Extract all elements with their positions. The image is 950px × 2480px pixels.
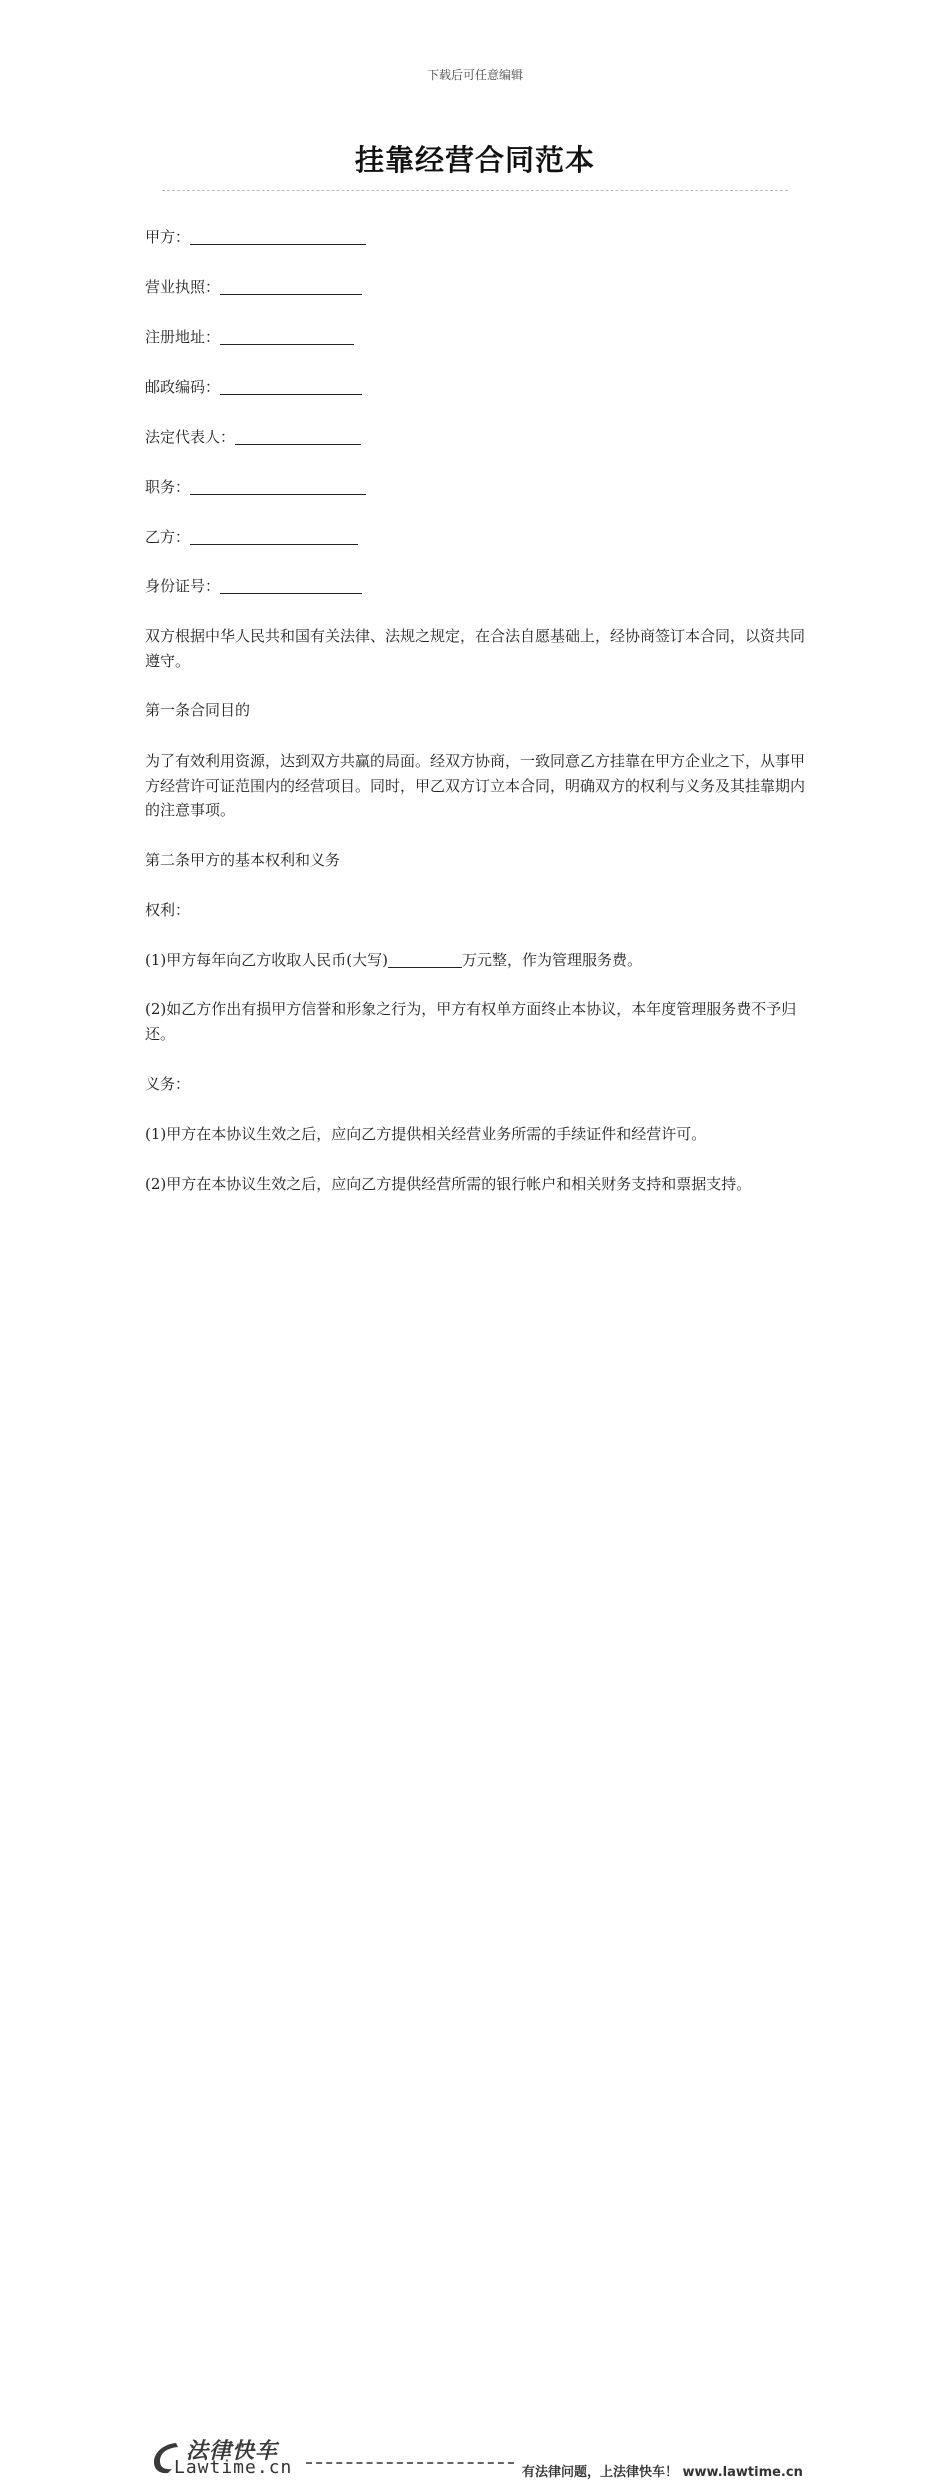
article-1-body: 为了有效利用资源，达到双方共赢的局面。经双方协商，一致同意乙方挂靠在甲方企业之下，从事甲方经营许可证范围内的经营项目。同时，甲乙双方订立本合同，明确双方的权利与义务及其挂靠期内的注意事项。 — [145, 752, 806, 819]
field-party-b — [145, 525, 358, 549]
fill-blank — [220, 278, 362, 295]
right-1-text: (1)甲方每年向乙方收取人民币(大写) — [145, 951, 388, 969]
footer-banner — [0, 1214, 950, 2480]
fill-blank — [220, 328, 354, 345]
article-1-heading: 第一条合同目的 — [145, 701, 251, 719]
fill-blank — [220, 577, 362, 594]
fill-blank — [388, 951, 462, 968]
right-1-suffix: 万元整，作为管理服务费。 — [461, 951, 642, 969]
fill-blank — [190, 228, 366, 245]
field-label: 乙方： — [145, 528, 191, 546]
logo-english-text: Lawtime.cn — [174, 2457, 293, 2478]
field-id-number — [145, 574, 362, 598]
field-position — [145, 475, 366, 499]
field-label: 甲方： — [145, 228, 191, 246]
field-label: 职务： — [145, 478, 191, 496]
duties-label: 义务： — [145, 1075, 191, 1093]
right-item-1 — [145, 948, 642, 972]
footer-dashed-line — [306, 2462, 514, 2464]
field-registered-address — [145, 325, 354, 349]
article-2-heading: 第二条甲方的基本权利和义务 — [145, 851, 341, 869]
field-label: 注册地址： — [145, 328, 221, 346]
fill-blank — [235, 428, 361, 445]
fill-blank — [220, 378, 362, 395]
logo-chinese-text: 法律快车 — [186, 2439, 279, 2464]
document-title: 挂靠经营合同范本 — [354, 143, 595, 177]
field-legal-representative — [145, 425, 361, 449]
footer-slogan: 有法律问题，上法律快车！ www.lawtime.cn — [522, 2465, 803, 2480]
fill-blank — [190, 478, 366, 495]
field-label: 邮政编码： — [145, 378, 221, 396]
header-note: 下载后可任意编辑 — [426, 68, 523, 82]
fill-blank — [190, 528, 358, 545]
duty-item-1: (1)甲方在本协议生效之后，应向乙方提供相关经营业务所需的手续证件和经营许可。 — [145, 1125, 707, 1143]
field-business-license — [145, 275, 362, 299]
field-postal-code — [145, 375, 362, 399]
right-item-2: (2)如乙方作出有损甲方信誉和形象之行为，甲方有权单方面终止本协议，本年度管理服务费不予归还。 — [145, 1000, 797, 1043]
field-label: 营业执照： — [145, 278, 221, 296]
duty-item-2: (2)甲方在本协议生效之后，应向乙方提供经营所需的银行帐户和相关财务支持和票据支持。 — [145, 1175, 752, 1193]
intro-paragraph: 双方根据中华人民共和国有关法律、法规之规定，在合法自愿基础上，经协商签订本合同，以资共同遵守。 — [145, 627, 806, 670]
field-label: 身份证号： — [145, 577, 221, 595]
field-party-a — [145, 225, 366, 249]
field-label: 法定代表人： — [145, 428, 236, 446]
title-divider — [162, 190, 788, 191]
rights-label: 权利： — [145, 901, 191, 919]
